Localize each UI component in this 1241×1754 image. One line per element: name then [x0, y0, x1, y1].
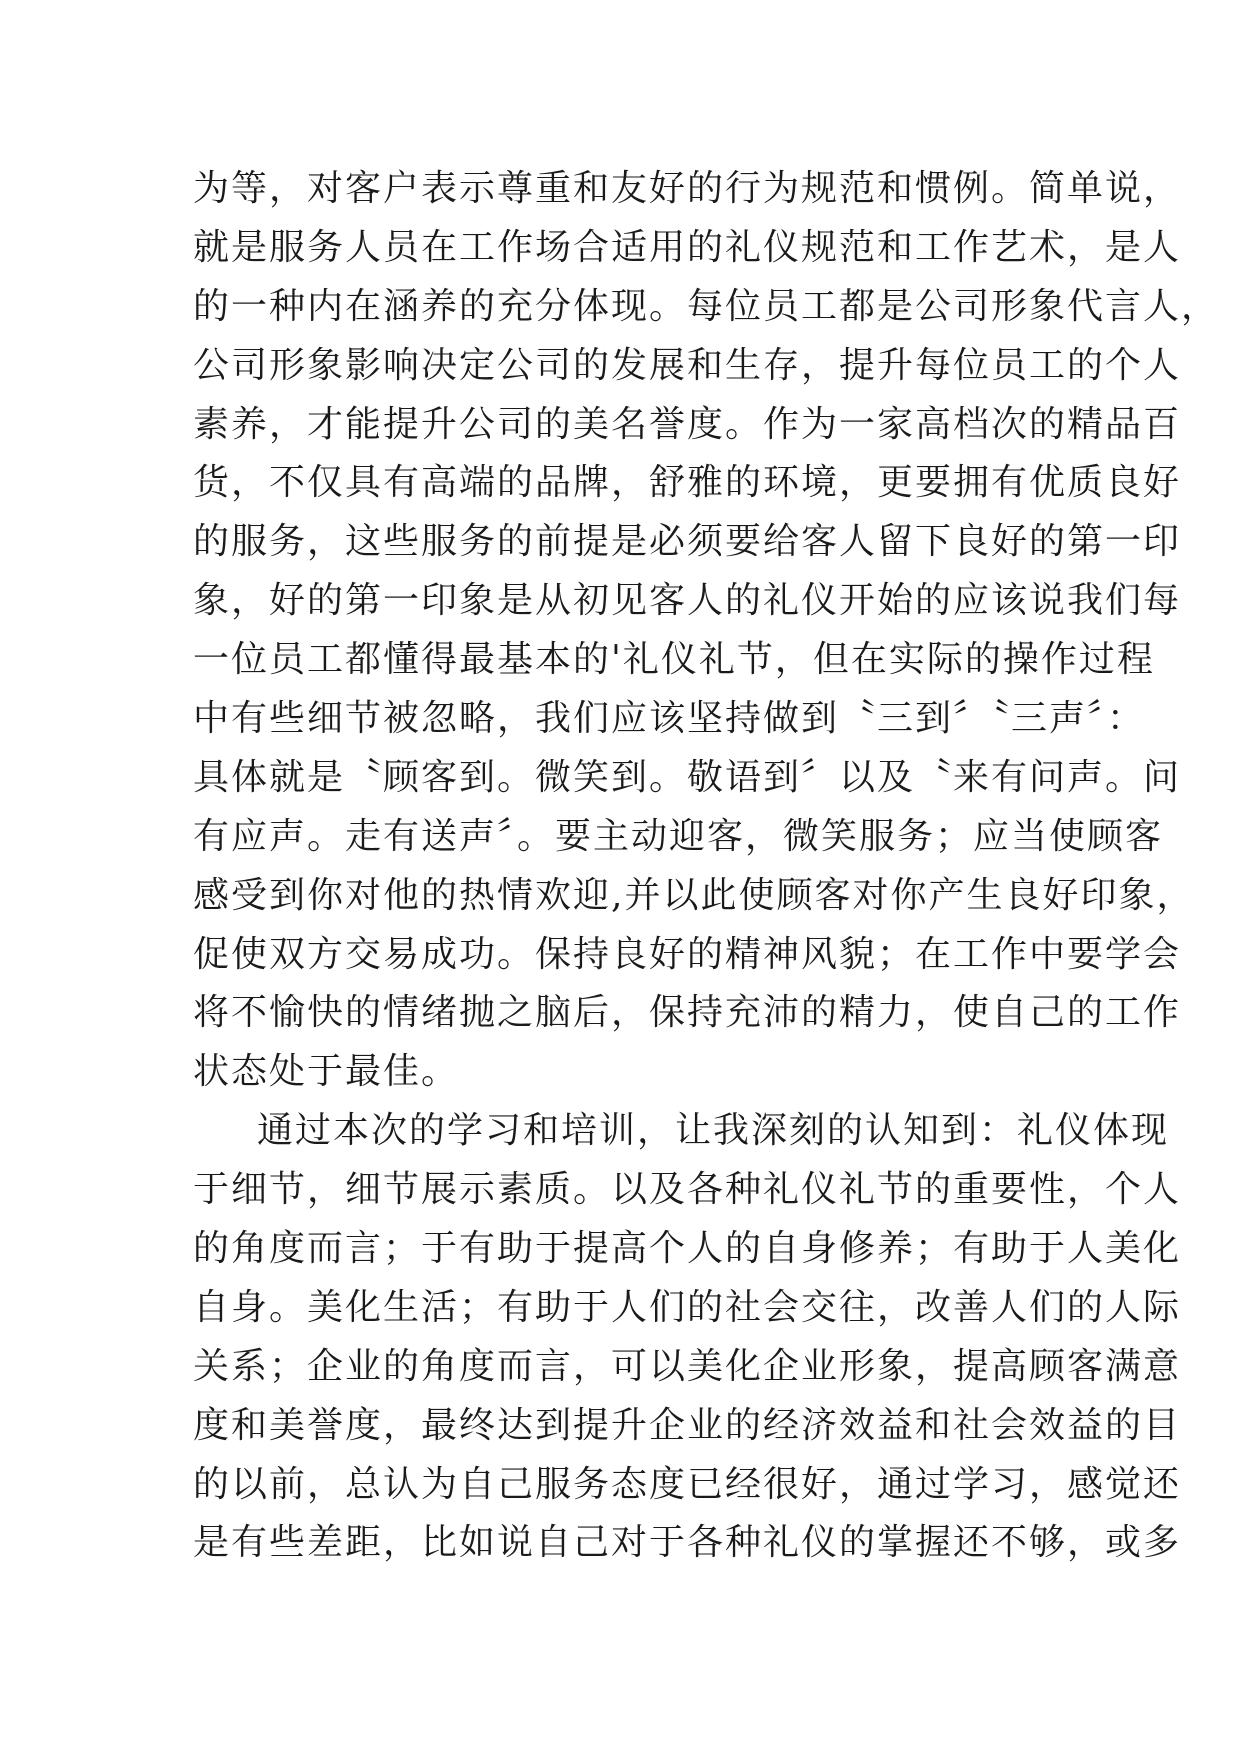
text-line: 自身。美化生活；有助于人们的社会交往，改善人们的人际 [193, 1286, 1182, 1328]
text-line: 公司形象影响决定公司的发展和生存，提升每位员工的个人 [193, 344, 1182, 386]
text-line: 象，好的第一印象是从初见客人的礼仪开始的应该说我们每 [193, 580, 1182, 622]
text-line: 感受到你对他的热情欢迎,并以此使顾客对你产生良好印象， [193, 874, 1195, 916]
text-line: 的以前，总认为自己服务态度已经很好，通过学习，感觉还 [193, 1463, 1182, 1505]
text-line: 关系；企业的角度而言，可以美化企业形象，提高顾客满意 [193, 1345, 1182, 1387]
text-line: 一位员工都懂得最基本的'礼仪礼节，但在实际的操作过程 [193, 639, 1155, 681]
text-line: 就是服务人员在工作场合适用的礼仪规范和工作艺术，是人 [193, 226, 1182, 268]
text-line: 有应声。走有送声〞。要主动迎客，微笑服务；应当使顾客 [193, 815, 1164, 857]
text-line: 素养，才能提升公司的美名誉度。作为一家高档次的精品百 [193, 403, 1182, 445]
text-line: 将不愉快的情绪抛之脑后，保持充沛的精力，使自己的工作 [193, 992, 1182, 1034]
text-line: 具体就是〝顾客到。微笑到。敬语到〞以及〝来有问声。问 [193, 756, 1182, 798]
text-line: 状态处于最佳。 [193, 1051, 460, 1093]
text-line: 为等，对客户表示尊重和友好的行为规范和惯例。简单说， [193, 168, 1182, 209]
text-line: 促使双方交易成功。保持良好的精神风貌；在工作中要学会 [193, 933, 1182, 975]
text-line: 的角度而言；于有助于提高个人的自身修养；有助于人美化 [193, 1228, 1182, 1270]
text-line: 货，不仅具有高端的品牌，舒雅的环境，更要拥有优质良好 [193, 462, 1182, 504]
text-line: 于细节，细节展示素质。以及各种礼仪礼节的重要性，个人 [193, 1169, 1182, 1211]
body-text [193, 160, 1220, 1573]
text-line: 中有些细节被忽略，我们应该坚持做到〝三到〞〝三声〞： [193, 698, 1146, 740]
paragraph-first-line: 通过本次的学习和培训，让我深刻的认知到：礼仪体现 [257, 1110, 1170, 1152]
text-line: 的一种内在涵养的充分体现。每位员工都是公司形象代言人， [193, 285, 1220, 327]
text-line: 度和美誉度，最终达到提升企业的经济效益和社会效益的目 [193, 1404, 1182, 1446]
text-line: 的服务，这些服务的前提是必须要给客人留下良好的第一印 [193, 521, 1182, 563]
text-line: 是有些差距，比如说自己对于各种礼仪的掌握还不够，或多 [193, 1522, 1182, 1564]
